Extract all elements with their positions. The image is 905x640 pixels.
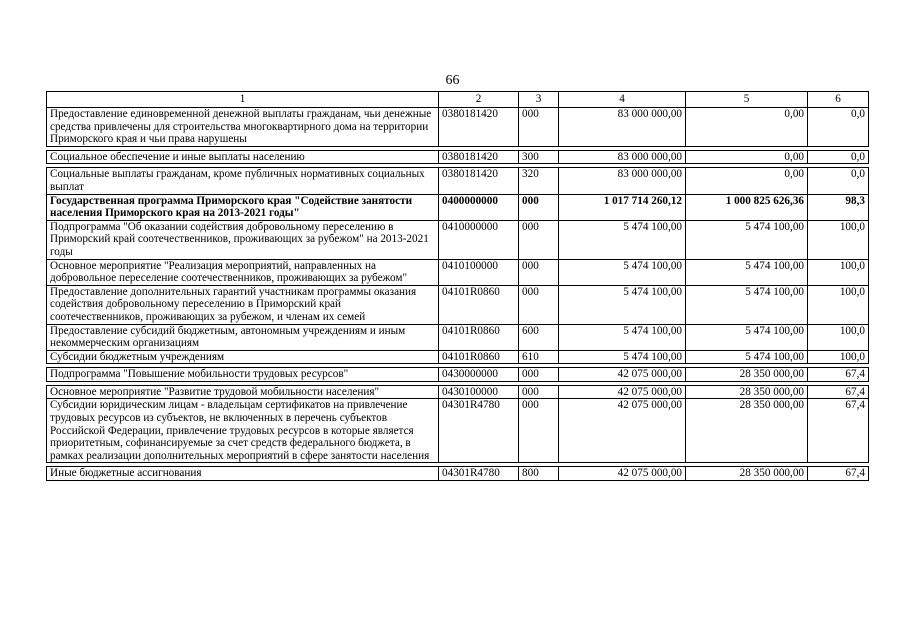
row-plan: 5 474 100,00 [559,259,686,285]
table-row [47,385,869,399]
row-percent: 0,0 [808,150,869,164]
row-name: Государственная программа Приморского края "Содействие занятости населения Приморского края на 2013-2021 годы" [47,194,439,220]
row-percent: 100,0 [808,350,869,364]
row-code: 0410100000 [439,259,519,285]
table-row [47,259,869,285]
row-kind: 610 [519,350,559,364]
row-plan: 5 474 100,00 [559,285,686,324]
row-kind: 000 [519,259,559,285]
row-percent: 100,0 [808,220,869,259]
row-code: 04101R0860 [439,350,519,364]
header-cell: 5 [686,92,808,108]
row-plan: 42 075 000,00 [559,368,686,382]
row-kind: 800 [519,467,559,481]
row-code: 0380181420 [439,168,519,194]
row-plan: 83 000 000,00 [559,108,686,147]
row-kind: 300 [519,150,559,164]
row-kind: 000 [519,194,559,220]
row-fact: 28 350 000,00 [686,368,808,382]
table-row [47,285,869,324]
row-percent: 67,4 [808,368,869,382]
row-code: 0380181420 [439,108,519,147]
row-name: Предоставление субсидий бюджетным, автономным учреждениям и иным некоммерческим организациям [47,324,439,350]
table-row [47,368,869,382]
row-percent: 67,4 [808,399,869,463]
row-fact: 1 000 825 626,36 [686,194,808,220]
row-code: 04301R4780 [439,467,519,481]
row-percent: 98,3 [808,194,869,220]
row-name: Иные бюджетные ассигнования [47,467,439,481]
row-code: 04101R0860 [439,324,519,350]
table-header-row [47,92,869,108]
row-name: Социальные выплаты гражданам, кроме публичных нормативных социальных выплат [47,168,439,194]
row-name: Подпрограмма "Повышение мобильности трудовых ресурсов" [47,368,439,382]
row-fact: 0,00 [686,108,808,147]
header-cell: 3 [519,92,559,108]
row-kind: 000 [519,285,559,324]
header-cell: 2 [439,92,519,108]
row-kind: 320 [519,168,559,194]
row-percent: 0,0 [808,108,869,147]
row-plan: 42 075 000,00 [559,467,686,481]
row-kind: 000 [519,385,559,399]
row-kind: 600 [519,324,559,350]
table-row [47,108,869,147]
row-percent: 100,0 [808,285,869,324]
row-name: Основное мероприятие "Реализация мероприятий, направленных на добровольное переселение соотечественников, проживающих за рубежом" [47,259,439,285]
table-row [47,168,869,194]
row-kind: 000 [519,108,559,147]
row-kind: 000 [519,399,559,463]
row-fact: 5 474 100,00 [686,259,808,285]
row-code: 04101R0860 [439,285,519,324]
row-fact: 0,00 [686,168,808,194]
row-code: 0430000000 [439,368,519,382]
header-cell: 6 [808,92,869,108]
row-percent: 67,4 [808,467,869,481]
row-fact: 0,00 [686,150,808,164]
header-cell: 1 [47,92,439,108]
row-percent: 100,0 [808,324,869,350]
table-row [47,467,869,481]
row-kind: 000 [519,368,559,382]
row-code: 0400000000 [439,194,519,220]
row-name: Предоставление единовременной денежной выплаты гражданам, чьи денежные средства привлечены для строительства многоквартирного дома на территории Приморского края и чьи права нарушены [47,108,439,147]
row-name: Субсидии юридическим лицам - владельцам сертификатов на привлечение трудовых ресурсов из субъектов, не включенных в перечень субъектов Российской Федерации, привлечение трудовых ресурсов в которые является приоритетным, софинансируемые за счет средств федерального бюджета, в рамках реализации дополнительных мероприятий в сфере занятости населения [47,399,439,463]
row-name: Основное мероприятие "Развитие трудовой мобильности населения" [47,385,439,399]
row-plan: 5 474 100,00 [559,324,686,350]
row-plan: 42 075 000,00 [559,399,686,463]
row-name: Субсидии бюджетным учреждениям [47,350,439,364]
table-row [47,399,869,463]
table-row [47,220,869,259]
row-plan: 83 000 000,00 [559,168,686,194]
table-row [47,324,869,350]
table-row [47,150,869,164]
row-name: Социальное обеспечение и иные выплаты населению [47,150,439,164]
row-plan: 5 474 100,00 [559,220,686,259]
row-name: Подпрограмма "Об оказании содействия добровольному переселению в Приморский край соотечественников, проживающих за рубежом" на 2013-2021 годы [47,220,439,259]
row-percent: 0,0 [808,168,869,194]
budget-table [46,91,869,481]
row-percent: 67,4 [808,385,869,399]
row-fact: 28 350 000,00 [686,467,808,481]
header-cell: 4 [559,92,686,108]
row-name: Предоставление дополнительных гарантий участникам программы оказания содействия добровольному переселению в Приморский край соотечественников, проживающих за рубежом, и членам их семей [47,285,439,324]
page-number: 66 [445,73,460,88]
table-row [47,350,869,364]
row-plan: 1 017 714 260,12 [559,194,686,220]
row-code: 0430100000 [439,385,519,399]
row-code: 04301R4780 [439,399,519,463]
row-fact: 5 474 100,00 [686,350,808,364]
table-row [47,194,869,220]
row-code: 0380181420 [439,150,519,164]
row-fact: 28 350 000,00 [686,385,808,399]
row-percent: 100,0 [808,259,869,285]
row-plan: 5 474 100,00 [559,350,686,364]
row-plan: 83 000 000,00 [559,150,686,164]
row-plan: 42 075 000,00 [559,385,686,399]
row-fact: 28 350 000,00 [686,399,808,463]
row-fact: 5 474 100,00 [686,324,808,350]
row-code: 0410000000 [439,220,519,259]
row-fact: 5 474 100,00 [686,220,808,259]
row-fact: 5 474 100,00 [686,285,808,324]
row-kind: 000 [519,220,559,259]
